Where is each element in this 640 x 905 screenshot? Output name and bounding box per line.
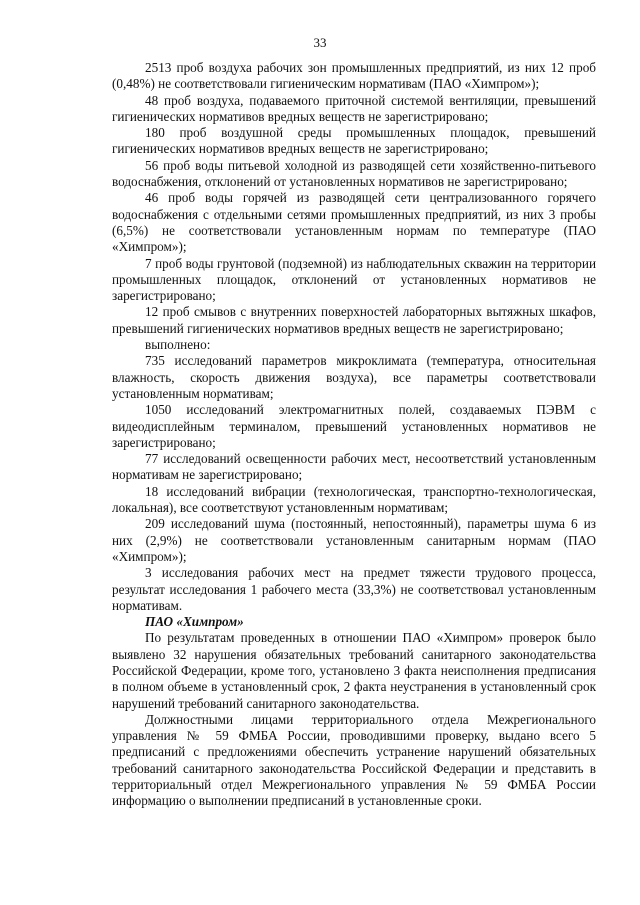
page-number: 33 — [313, 35, 327, 50]
paragraph: Должностными лицами территориального отдела Межрегионального управления № 59 ФМБА России, проводившими проверку, выдано всего 5 предписаний с предложениями обеспечить устранение нарушений обязательных требований санитарного законодательства Российской Федерации и представить в территориальный отдел Межрегионального управления № 59 ФМБА России информацию о выполнении предписаний в установленные сроки. — [112, 711, 596, 809]
paragraph: 48 проб воздуха, подаваемого приточной системой вентиляции, превышений гигиенических нормативов вредных веществ не зарегистрировано; — [112, 92, 596, 124]
paragraph: 209 исследований шума (постоянный, непостоянный), параметры шума 6 из них (2,9%) не соответствовали установленным санитарным нормам (ПАО «Химпром»); — [112, 516, 596, 564]
paragraph: 7 проб воды грунтовой (подземной) из наблюдательных скважин на территории промышленных площадок, отклонений от установленных нормативов не зарегистрировано; — [112, 255, 596, 304]
paragraph: 77 исследований освещенности рабочих мест, несоответствий установленным нормативам не зарегистрировано; — [112, 451, 596, 483]
paragraph: 46 проб воды горячей из разводящей сети централизованного горячего водоснабжения с отдельными сетями промышленных предприятий, из них 3 пробы (6,5%) не соответствовали установленным нормам по температуре (ПАО «Химпром»); — [112, 190, 596, 255]
paragraph: 1050 исследований электромагнитных полей, создаваемых ПЭВМ с видеодисплейным терминалом, превышений установленных нормативов не зарегистрировано; — [112, 402, 596, 450]
paragraph: 3 исследования рабочих мест на предмет тяжести трудового процесса, результат исследования 1 рабочего места (33,3%) не соответствовал установленным нормативам. — [112, 565, 596, 613]
section-heading: ПАО «Химпром» — [145, 614, 244, 630]
paragraph: 56 проб воды питьевой холодной из разводящей сети хозяйственно-питьевого водоснабжения, отклонений от установленных нормативов не зарегистрировано; — [112, 157, 596, 190]
paragraph: 18 исследований вибрации (технологическая, транспортно-технологическая, локальная), все соответствуют установленным нормативам; — [112, 483, 596, 516]
paragraph: выполнено: — [145, 337, 211, 353]
paragraph: 2513 проб воздуха рабочих зон промышленных предприятий, из них 12 проб (0,48%) не соответствовали гигиеническим нормативам (ПАО «Химпром»); — [112, 60, 596, 92]
paragraph: По результатам проведенных в отношении ПАО «Химпром» проверок было выявлено 32 нарушения обязательных требований санитарного законодательства Российской Федерации, кроме того, установлено 3 факта неисполнения предписания в полном объеме в установленный срок, 2 факта неустранения в установленный срок нарушений требований санитарного законодательства. — [112, 630, 596, 711]
paragraph: 180 проб воздушной среды промышленных площадок, превышений гигиенических нормативов вредных веществ не зарегистрировано; — [112, 125, 596, 157]
document-body — [112, 60, 596, 810]
paragraph: 735 исследований параметров микроклимата (температура, относительная влажность, скорость движения воздуха), все параметры соответствовали установленным нормативам; — [112, 353, 596, 401]
paragraph: 12 проб смывов с внутренних поверхностей лабораторных вытяжных шкафов, превышений гигиенических нормативов вредных веществ не зарегистрировано; — [112, 304, 596, 336]
